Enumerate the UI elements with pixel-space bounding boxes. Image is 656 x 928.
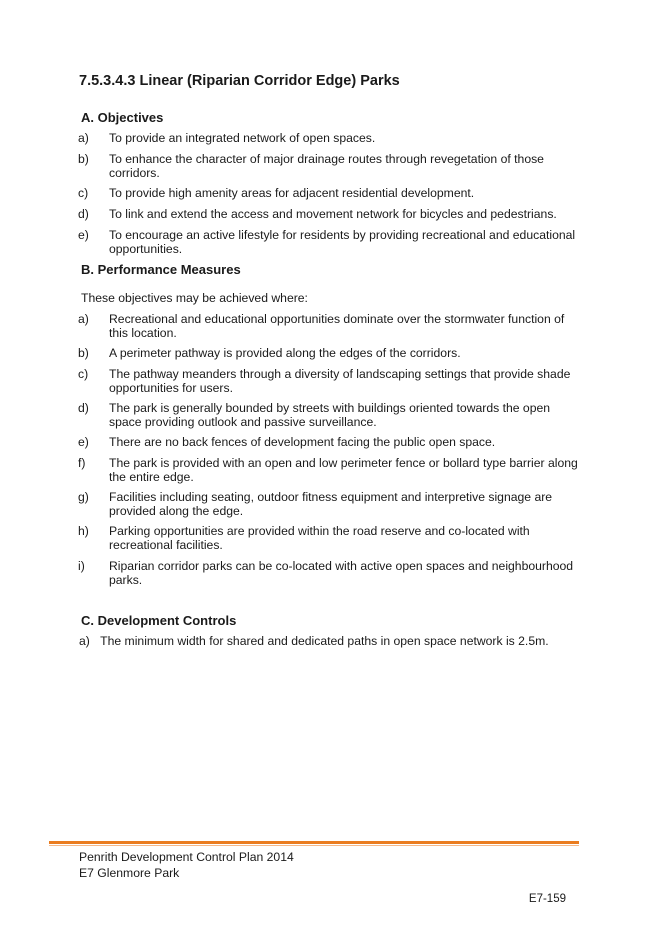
item-label: g) xyxy=(78,490,89,504)
performance-item xyxy=(78,490,578,518)
item-text: The park is generally bounded by streets with buildings oriented towards the open space providing outlook and passive surveillance. xyxy=(109,401,551,429)
performance-item xyxy=(78,346,578,360)
item-label: a) xyxy=(78,131,89,145)
performance-item xyxy=(78,456,578,484)
item-label: a) xyxy=(79,634,90,648)
item-text: Riparian corridor parks can be co-located with active open spaces and neighbourhood parks. xyxy=(109,559,574,587)
item-text: The park is provided with an open and low perimeter fence or bollard type barrier along the entire edge. xyxy=(109,456,578,484)
item-text: Parking opportunities are provided within the road reserve and co-located with recreational facilities. xyxy=(109,524,530,552)
item-text: To link and extend the access and movement network for bicycles and pedestrians. xyxy=(109,207,557,221)
item-text: The pathway meanders through a diversity of landscaping settings that provide shade opportunities for users. xyxy=(109,367,571,395)
performance-measures-heading: B. Performance Measures xyxy=(81,262,241,277)
footer-document-title: Penrith Development Control Plan 2014 xyxy=(79,850,294,864)
objective-item xyxy=(78,131,578,145)
objective-item xyxy=(78,152,578,180)
performance-item xyxy=(78,524,578,552)
item-text: To provide high amenity areas for adjacent residential development. xyxy=(109,186,475,200)
control-item xyxy=(79,634,579,648)
item-text: There are no back fences of development facing the public open space. xyxy=(109,435,496,449)
item-label: e) xyxy=(78,435,89,449)
item-label: c) xyxy=(78,367,89,381)
performance-intro: These objectives may be achieved where: xyxy=(81,291,308,305)
footer-rule-shadow xyxy=(49,845,579,846)
item-text: A perimeter pathway is provided along the edges of the corridors. xyxy=(109,346,461,360)
item-text: Recreational and educational opportunities dominate over the stormwater function of this location. xyxy=(109,312,565,340)
performance-item xyxy=(78,312,578,340)
performance-item xyxy=(78,559,578,587)
item-label: i) xyxy=(78,559,85,573)
objectives-heading: A. Objectives xyxy=(81,110,164,125)
item-label: e) xyxy=(78,228,89,242)
development-controls-heading: C. Development Controls xyxy=(81,613,237,628)
item-label: d) xyxy=(78,401,89,415)
item-label: b) xyxy=(78,152,89,166)
item-text: To enhance the character of major drainage routes through revegetation of those corridors. xyxy=(109,152,544,180)
objective-item xyxy=(78,186,578,200)
item-text: Facilities including seating, outdoor fitness equipment and interpretive signage are provided along the edge. xyxy=(109,490,553,518)
objective-item xyxy=(78,228,578,256)
item-text: To encourage an active lifestyle for residents by providing recreational and educational opportunities. xyxy=(109,228,576,256)
item-text: The minimum width for shared and dedicated paths in open space network is 2.5m. xyxy=(100,634,549,648)
page-number: E7-159 xyxy=(528,893,566,905)
performance-item xyxy=(78,367,578,395)
item-text: To provide an integrated network of open spaces. xyxy=(109,131,376,145)
footer-section-name: E7 Glenmore Park xyxy=(79,866,180,880)
section-heading: 7.5.3.4.3 Linear (Riparian Corridor Edge) Parks xyxy=(79,73,400,89)
item-label: b) xyxy=(78,346,89,360)
performance-item xyxy=(78,401,578,429)
item-label: f) xyxy=(78,456,86,470)
footer-rule xyxy=(49,841,579,844)
objective-item xyxy=(78,207,578,221)
item-label: d) xyxy=(78,207,89,221)
item-label: a) xyxy=(78,312,89,326)
performance-item xyxy=(78,435,578,449)
item-label: h) xyxy=(78,524,89,538)
item-label: c) xyxy=(78,186,89,200)
